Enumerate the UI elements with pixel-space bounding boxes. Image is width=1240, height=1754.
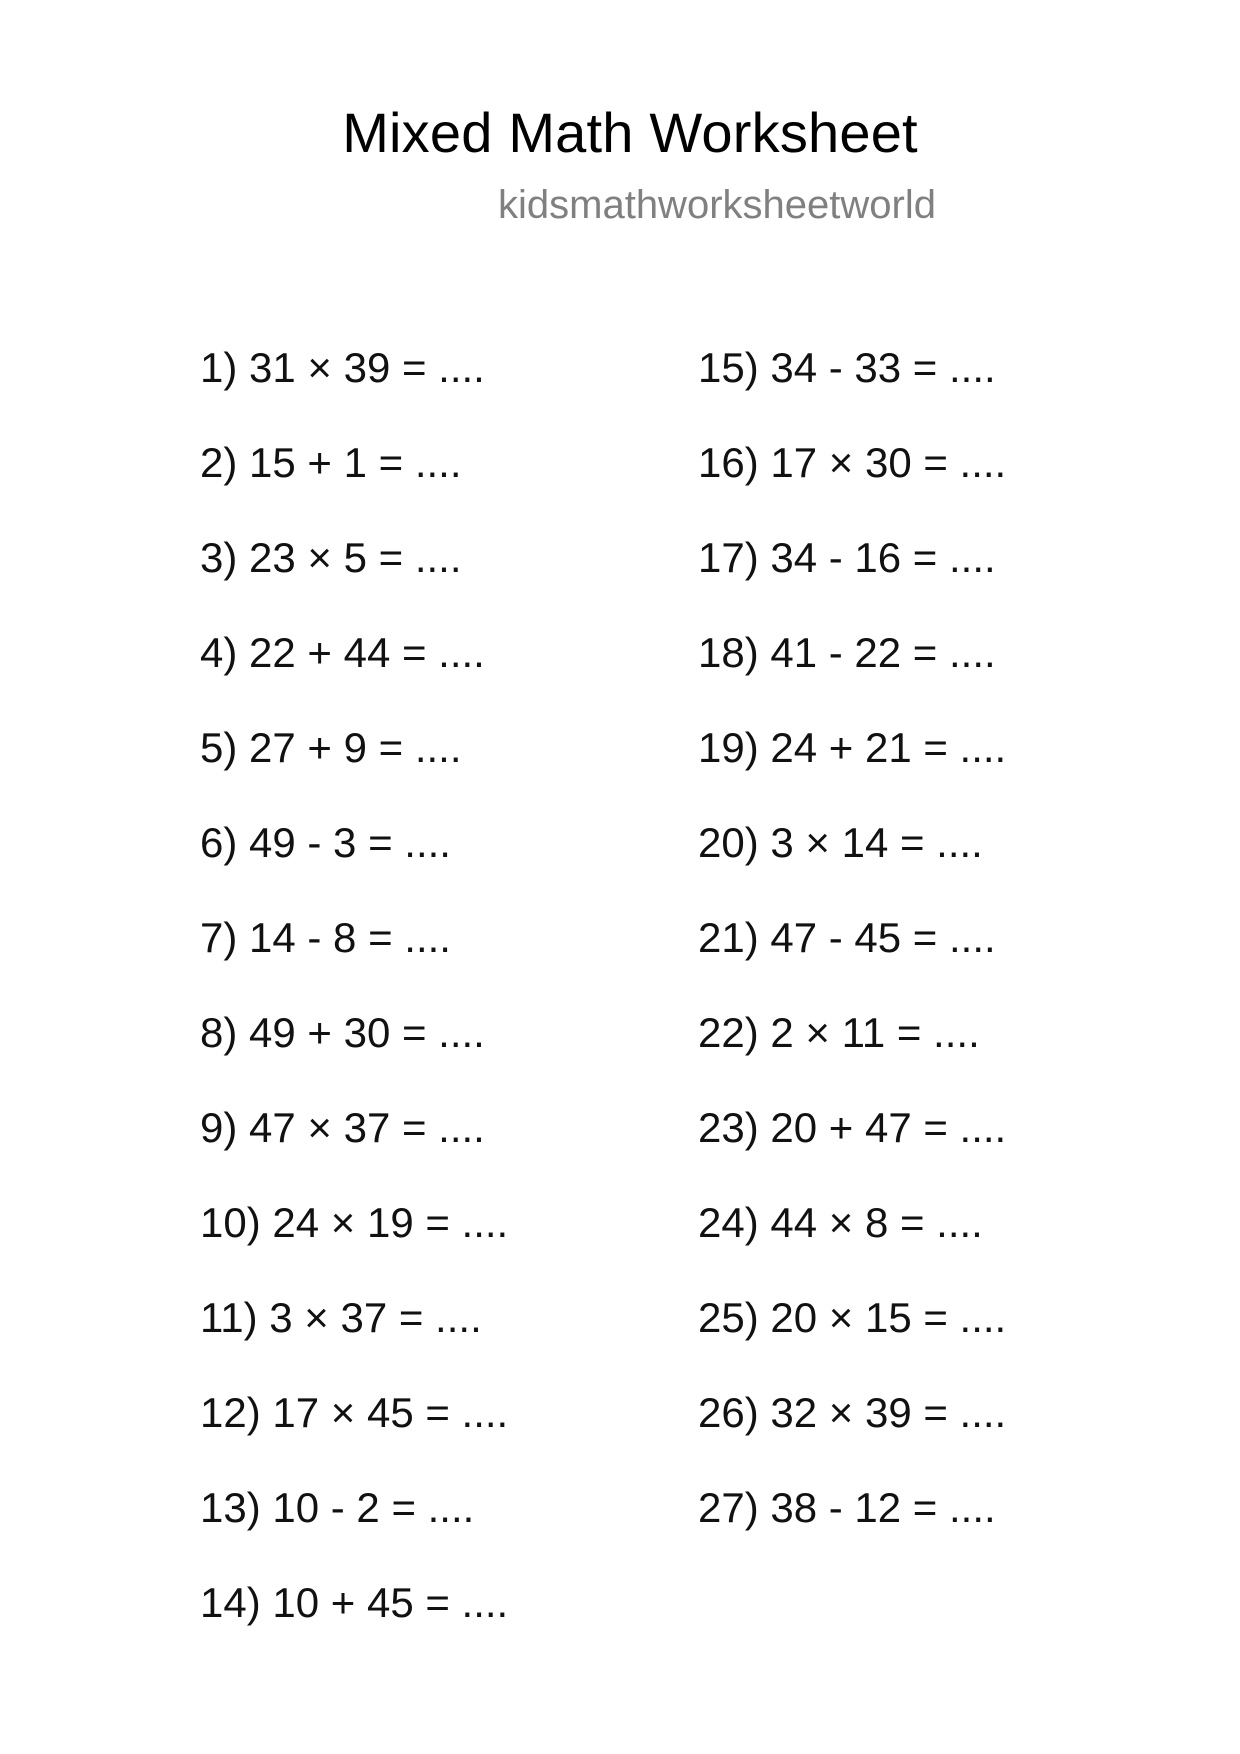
problem-item: 25) 20 × 15 = ....: [698, 1294, 1007, 1341]
problem-column-left: [200, 343, 508, 1673]
problem-item: 11) 3 × 37 = ....: [200, 1294, 482, 1341]
problem-item: 23) 20 + 47 = ....: [698, 1104, 1007, 1151]
problem-item: 7) 14 - 8 = ....: [200, 914, 451, 961]
problem-column-right: [698, 343, 1006, 1578]
problem-item: 22) 2 × 11 = ....: [698, 1009, 980, 1056]
problem-item: 6) 49 - 3 = ....: [200, 819, 451, 866]
problem-item: 24) 44 × 8 = ....: [698, 1199, 983, 1246]
problem-item: 3) 23 × 5 = ....: [200, 534, 462, 581]
page-subtitle: kidsmathworksheetworld: [498, 183, 936, 227]
problem-item: 4) 22 + 44 = ....: [200, 629, 485, 676]
problem-item: 20) 3 × 14 = ....: [698, 819, 983, 866]
problem-item: 12) 17 × 45 = ....: [200, 1389, 509, 1436]
problem-item: 8) 49 + 30 = ....: [200, 1009, 485, 1056]
problem-item: 26) 32 × 39 = ....: [698, 1389, 1007, 1436]
problem-item: 2) 15 + 1 = ....: [200, 439, 462, 486]
problem-item: 1) 31 × 39 = ....: [200, 344, 485, 391]
problem-item: 19) 24 + 21 = ....: [698, 724, 1007, 771]
problem-item: 18) 41 - 22 = ....: [698, 629, 996, 676]
problem-item: 14) 10 + 45 = ....: [200, 1579, 509, 1626]
problem-item: 27) 38 - 12 = ....: [698, 1484, 996, 1531]
problem-item: 13) 10 - 2 = ....: [200, 1484, 475, 1531]
page-title: Mixed Math Worksheet: [342, 101, 918, 164]
problem-item: 16) 17 × 30 = ....: [698, 439, 1007, 486]
problem-item: 17) 34 - 16 = ....: [698, 534, 996, 581]
problem-item: 9) 47 × 37 = ....: [200, 1104, 485, 1151]
problem-item: 21) 47 - 45 = ....: [698, 914, 996, 961]
problem-item: 5) 27 + 9 = ....: [200, 724, 462, 771]
problem-item: 15) 34 - 33 = ....: [698, 344, 996, 391]
problem-item: 10) 24 × 19 = ....: [200, 1199, 509, 1246]
